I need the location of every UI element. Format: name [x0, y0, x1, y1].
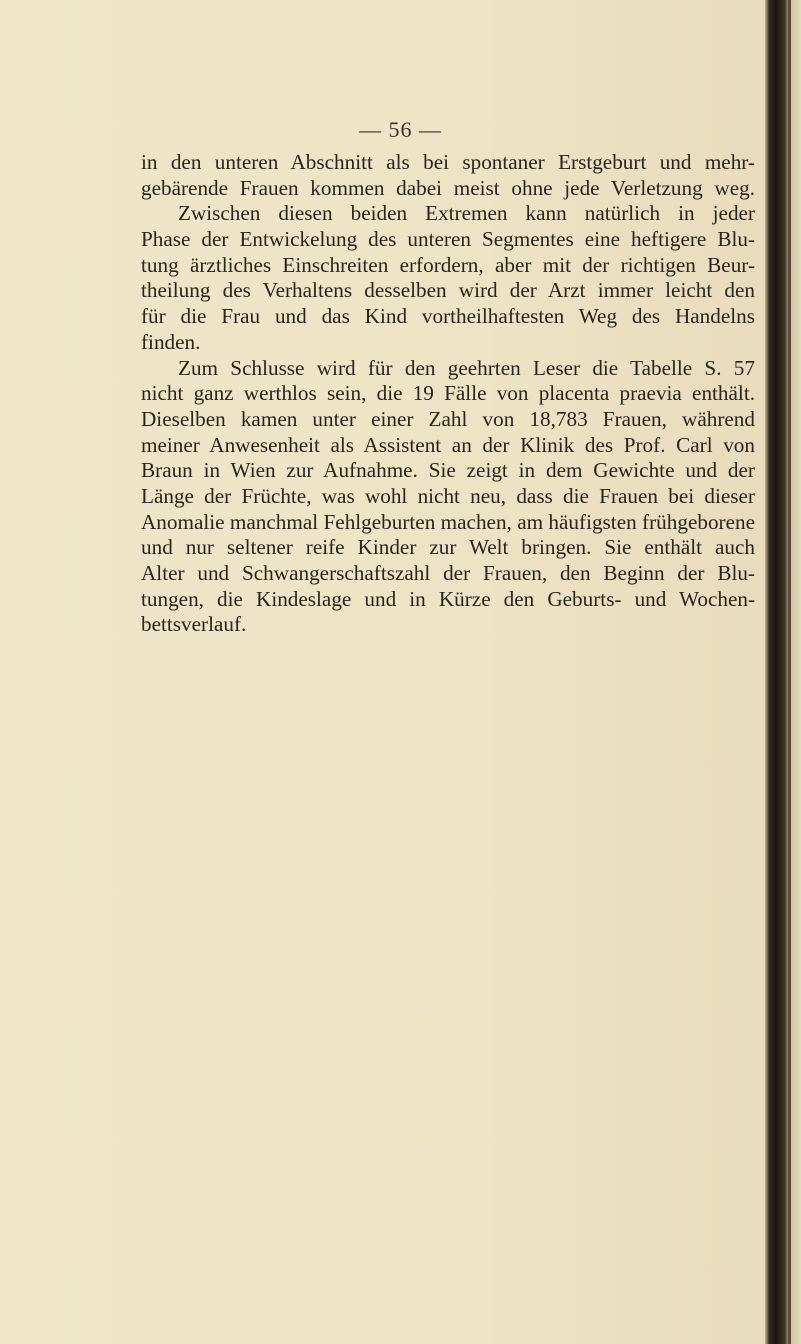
text-line: finden. [141, 329, 201, 354]
text-line: Zwischen diesen beiden Extremen kann natürlich in jeder [178, 201, 755, 226]
text-line: theilung des Verhaltens desselben wird der Arzt immer leicht den [141, 278, 755, 303]
text-line: tung ärztliches Einschreiten erfordern, aber mit der richtigen Beur- [141, 252, 755, 277]
text-line: Dieselben kamen unter einer Zahl von 18,783 Frauen, während [141, 406, 755, 431]
text-line: tungen, die Kindeslage und in Kürze den Geburts- und Wochen- [141, 586, 755, 611]
body-text [141, 150, 755, 638]
text-line: Alter und Schwangerschaftszahl der Frauen, den Beginn der Blu- [141, 561, 755, 585]
text-line: meiner Anwesenheit als Assistent an der Klinik des Prof. Carl von [141, 432, 755, 457]
text-line: in den unteren Abschnitt als bei spontaner Erstgeburt und mehr- [141, 150, 755, 174]
text-line: für die Frau und das Kind vortheilhaftesten Weg des Handelns [141, 304, 755, 329]
page-edge-line [788, 0, 791, 1344]
text-line: Anomalie manchmal Fehlgeburten machen, am häufigsten frühgeborene [141, 509, 755, 534]
text-line: nicht ganz werthlos sein, die 19 Fälle von placenta praevia enthält. [141, 381, 755, 406]
book-binding-edge [765, 0, 801, 1344]
text-line: und nur seltener reife Kinder zur Welt bringen. Sie enthält auch [141, 535, 755, 560]
text-line: gebärende Frauen kommen dabei meist ohne jede Verletzung weg. [141, 175, 755, 200]
page-number: — 56 — [359, 117, 442, 142]
text-line: Länge der Früchte, was wohl nicht neu, dass die Frauen bei dieser [141, 483, 755, 508]
text-line: Phase der Entwickelung des unteren Segmentes eine heftigere Blu- [141, 227, 755, 252]
text-line: bettsverlauf. [141, 612, 247, 637]
text-line: Braun in Wien zur Aufnahme. Sie zeigt in dem Gewichte und der [141, 458, 755, 483]
text-line: Zum Schlusse wird für den geehrten Leser die Tabelle S. 57 [178, 355, 755, 380]
